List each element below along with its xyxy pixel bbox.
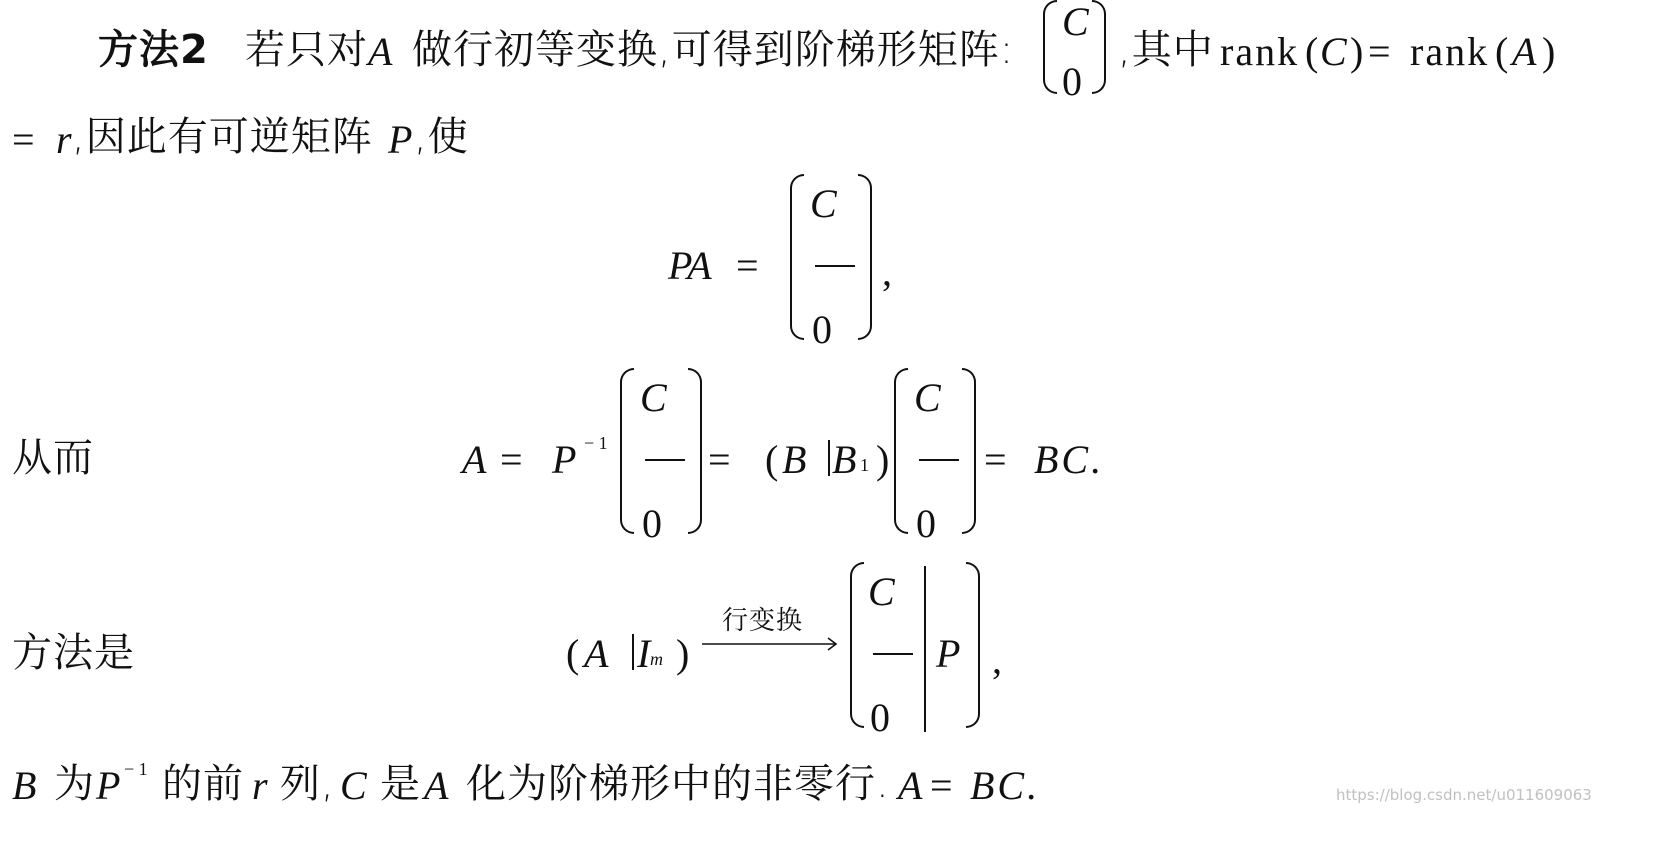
eq2-top-2: C: [914, 375, 941, 420]
eq1-top: C: [810, 181, 837, 226]
eq2-left-bracket-1: [620, 368, 634, 534]
eq3-var-i: I: [637, 631, 651, 676]
eq2-partition-bar: [828, 440, 830, 476]
line2-var-r: r: [56, 117, 72, 162]
line2-text-a: ,因此有可逆矩阵: [72, 114, 373, 160]
eq3-left-bracket: [850, 562, 864, 728]
last-var-c: C: [340, 763, 367, 808]
eq2-left-bracket-2: [894, 368, 908, 534]
eq3-top: C: [868, 569, 895, 614]
line2-var-p: P: [388, 117, 413, 162]
eq2-bottom-2: 0: [916, 501, 936, 546]
eq3-rp: ): [676, 631, 690, 676]
eq1-comma: ,: [882, 249, 892, 294]
last-text-3: 列,: [280, 761, 335, 807]
eq3-lp: (: [566, 631, 580, 676]
line1-rp-2: ): [1542, 29, 1556, 74]
eq2-result: BC.: [1034, 437, 1105, 482]
line1-matrix-right-bracket: [1092, 0, 1106, 94]
line1-rank-c: rank: [1220, 29, 1300, 74]
eq3-var-a: A: [584, 631, 609, 676]
eq3-vertical-partition: [924, 566, 926, 732]
eq2-rp: ): [876, 437, 890, 482]
line1-matrix-bottom: 0: [1062, 59, 1082, 104]
eq1-left-bracket: [790, 174, 804, 340]
last-equals: =: [930, 763, 953, 808]
line1-rank-a: rank: [1410, 29, 1490, 74]
last-var-b: B: [12, 763, 37, 808]
last-text-5: 化为阶梯形中的非零行.: [466, 761, 890, 807]
line1-lp-1: (: [1305, 29, 1319, 74]
last-eq-a: A: [898, 763, 923, 808]
line1-matrix-left-bracket: [1043, 0, 1057, 94]
last-text-1: 为: [54, 761, 95, 807]
eq1-right-bracket: [858, 174, 872, 340]
eq2-right-bracket-2: [962, 368, 976, 534]
last-text-4: 是: [380, 761, 421, 807]
line1-text-a: 若只对: [245, 27, 368, 73]
eq3-arrow-label: 行变换: [722, 606, 804, 636]
eq2-right-bracket-1: [688, 368, 702, 534]
eq2-divider-2: [919, 459, 959, 461]
right-arrow-icon: [702, 636, 842, 652]
eq2-top-1: C: [640, 375, 667, 420]
eq2-inverse: − 1: [584, 433, 608, 453]
line2-text-b: ,使: [414, 114, 469, 160]
eq1-divider: [815, 265, 855, 267]
eq2-bottom-1: 0: [642, 501, 662, 546]
eq3-partition-bar: [632, 634, 634, 670]
eq3-comma: ,: [992, 637, 1002, 682]
eq1-lhs: PA: [668, 243, 712, 288]
eq3-label: 方法是: [12, 630, 135, 676]
eq3-divider: [873, 653, 913, 655]
watermark: https://blog.csdn.net/u011609063: [1336, 786, 1592, 804]
last-var-a: A: [424, 763, 449, 808]
eq2-var-b1: B: [832, 437, 857, 482]
eq2-divider-1: [645, 459, 685, 461]
last-text-2: 的前: [162, 761, 244, 807]
line1-eq: =: [1368, 29, 1391, 74]
eq2-equals-1: =: [500, 437, 523, 482]
eq3-bottom: 0: [870, 695, 890, 740]
eq1-bottom: 0: [812, 307, 832, 352]
line1-lp-2: (: [1495, 29, 1509, 74]
eq2-lp: (: [765, 437, 779, 482]
line1-text-b: 做行初等变换,可得到阶梯形矩阵:: [412, 27, 1015, 73]
eq2-var-p: P: [552, 437, 577, 482]
eq3-right-bracket: [966, 562, 980, 728]
line1-text-c: ,其中: [1118, 27, 1214, 73]
eq1-equals: =: [736, 243, 759, 288]
eq2-var-b: B: [782, 437, 807, 482]
line1-var-a2: A: [1512, 29, 1537, 74]
method-label: 方法2: [98, 27, 209, 73]
line1-matrix-top: C: [1062, 0, 1089, 44]
last-var-r: r: [252, 763, 268, 808]
eq3-var-p: P: [936, 631, 961, 676]
line1-var-c: C: [1320, 29, 1347, 74]
eq2-label: 从而: [12, 435, 94, 481]
line1-rp-1: ): [1350, 29, 1364, 74]
last-inverse: − 1: [124, 759, 148, 779]
eq2-equals-3: =: [984, 437, 1007, 482]
eq2-sub-1: 1: [860, 455, 869, 475]
last-var-p: P: [96, 763, 121, 808]
eq3-sub-m: m: [650, 649, 663, 669]
eq2-equals-2: =: [708, 437, 731, 482]
last-result: BC.: [970, 763, 1041, 808]
line1-var-a: A: [368, 29, 393, 74]
line2-eq: =: [12, 117, 35, 162]
eq2-var-a: A: [462, 437, 487, 482]
